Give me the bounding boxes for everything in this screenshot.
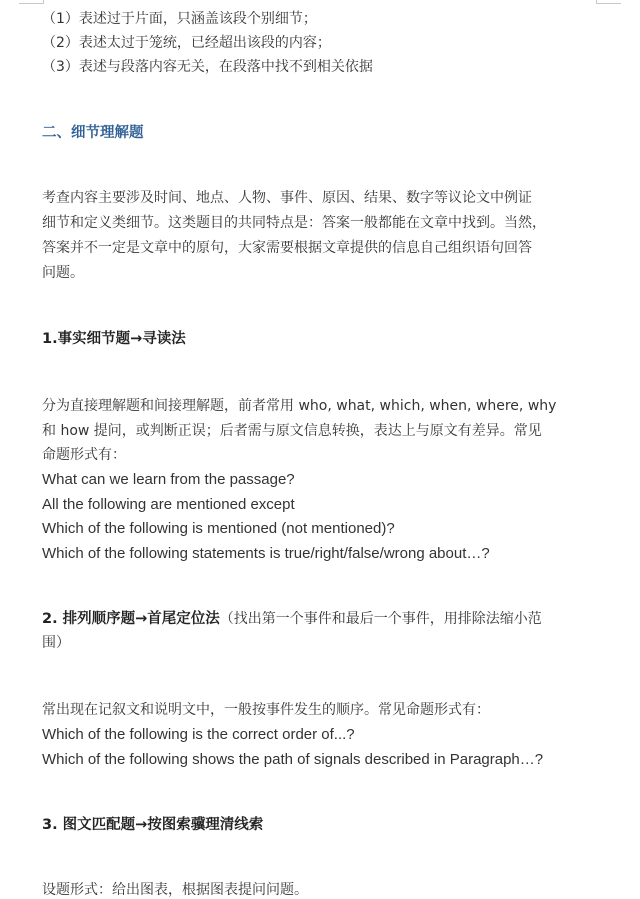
example-question: Which of the following shows the path of signals described in Paragraph…? xyxy=(42,751,544,768)
subheading-sequence-order-title: 2. 排列顺序题→首尾定位法 xyxy=(42,611,220,627)
intro-list-item: （2）表述太过于笼统，已经超出该段的内容； xyxy=(42,35,331,51)
top-right-corner-mark xyxy=(596,0,621,4)
intro-list-item: （1）表述过于片面，只涵盖该段个别细节； xyxy=(42,11,317,27)
paragraph-line: 和 how 提问，或判断正误；后者需与原文信息转换，表达上与原文有差异。常见 xyxy=(42,423,542,439)
paragraph-line: 答案并不一定是文章中的原句，大家需要根据文章提供的信息自己组织语句回答 xyxy=(42,240,532,256)
paragraph-line: 问题。 xyxy=(42,265,84,281)
paragraph-line: 分为直接理解题和间接理解题，前者常用 who, what, which, when, where, why xyxy=(42,398,557,414)
paragraph-line: 命题形式有： xyxy=(42,447,126,463)
subheading-image-text-matching: 3. 图文匹配题→按图索骥理清线索 xyxy=(42,817,264,833)
paragraph-line: 考查内容主要涉及时间、地点、人物、事件、原因、结果、数字等议论文中例证 xyxy=(42,190,532,206)
example-question: Which of the following statements is true/right/false/wrong about…? xyxy=(42,545,490,562)
subheading-note-continuation: 围） xyxy=(42,635,70,651)
example-question: Which of the following is the correct order of...? xyxy=(42,726,355,743)
subheading-sequence-order xyxy=(42,610,542,628)
paragraph-line: 细节和定义类细节。这类题目的共同特点是：答案一般都能在文章中找到。当然， xyxy=(42,215,546,231)
intro-list-item: （3）表述与段落内容无关，在段落中找不到相关依据 xyxy=(42,59,373,75)
example-question: Which of the following is mentioned (not mentioned)? xyxy=(42,520,395,537)
example-question: All the following are mentioned except xyxy=(42,496,295,513)
subheading-fact-detail: 1.事实细节题→寻读法 xyxy=(42,331,186,347)
top-left-corner-mark xyxy=(19,0,44,4)
example-question: What can we learn from the passage? xyxy=(42,471,295,488)
section-heading-detail-comprehension: 二、细节理解题 xyxy=(42,125,144,141)
paragraph-line: 常出现在记叙文和说明文中，一般按事件发生的顺序。常见命题形式有： xyxy=(42,702,490,718)
paragraph-line: 设题形式：给出图表，根据图表提问问题。 xyxy=(42,882,308,898)
subheading-sequence-order-note: （找出第一个事件和最后一个事件，用排除法缩小范 xyxy=(219,611,542,627)
